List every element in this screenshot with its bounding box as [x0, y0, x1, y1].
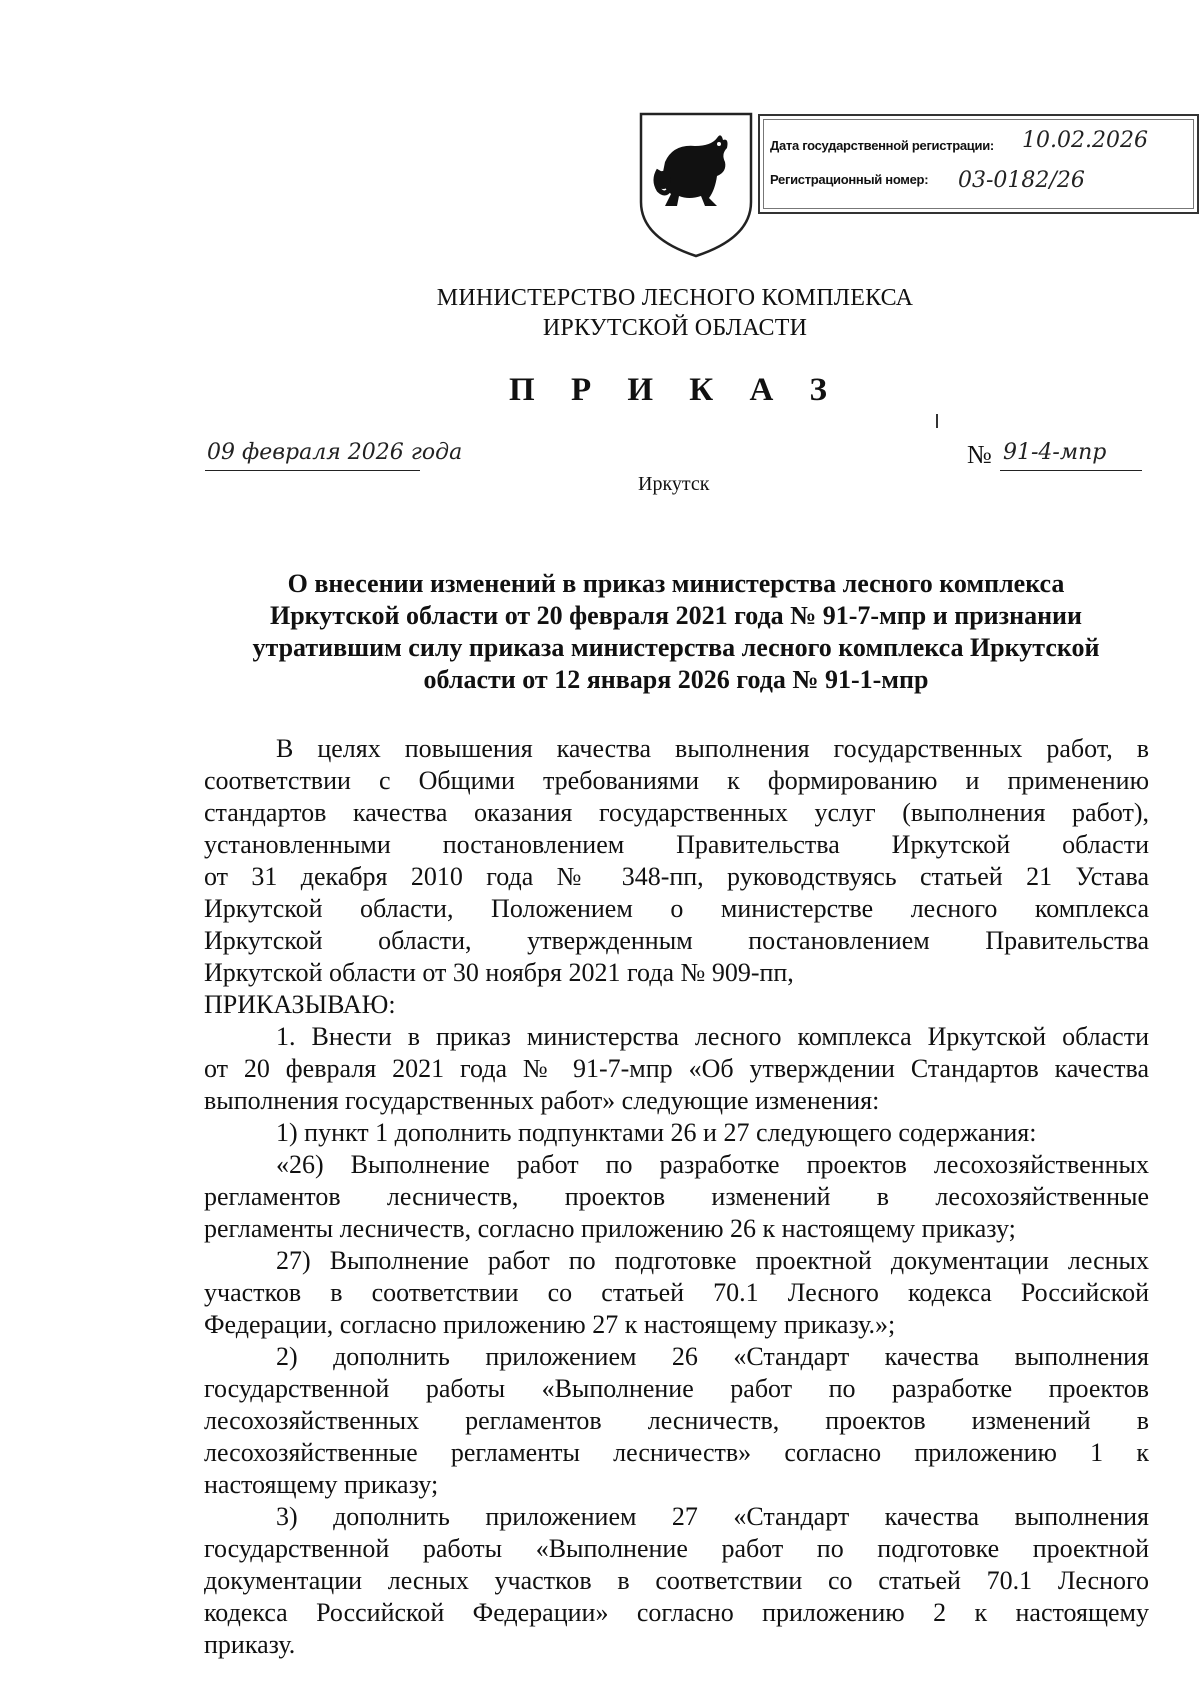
order-title-line: области от 12 января 2026 года № 91-1-мпр — [423, 665, 929, 694]
body-line: лесохозяйственных регламентов лесничеств, проектов изменений в — [204, 1406, 1149, 1435]
body-line: 2) дополнить приложением 26 «Стандарт качества выполнения — [276, 1342, 1149, 1371]
body-line: соответствии с Общими требованиями к формированию и применению — [204, 766, 1149, 795]
ministry-name-line2: ИРКУТСКОЙ ОБЛАСТИ — [542, 315, 808, 341]
order-title — [202, 568, 1150, 696]
body-line: приказу. — [204, 1630, 296, 1659]
body-line: 1) пункт 1 дополнить подпунктами 26 и 27 следующего содержания: — [276, 1118, 1037, 1147]
body-line: выполнения государственных работ» следующие изменения: — [204, 1086, 880, 1115]
registration-date-value: 10.02.2026 — [1022, 128, 1148, 153]
body-line: Федерации, согласно приложению 27 к настоящему приказу.»; — [204, 1310, 896, 1339]
order-title-line: Иркутской области от 20 февраля 2021 года № 91-7-мпр и признании — [269, 601, 1083, 630]
order-body — [204, 733, 1149, 1661]
body-line: стандартов качества оказания государственных услуг (выполнения работ), — [204, 798, 1149, 827]
city-name: Иркутск — [638, 473, 710, 495]
body-line: В целях повышения качества выполнения государственных работ, в — [276, 734, 1149, 763]
body-line: государственной работы «Выполнение работ по разработке проектов — [204, 1374, 1149, 1403]
coat-of-arms-icon — [637, 110, 755, 260]
body-line: Иркутской области, Положением о министерстве лесного комплекса — [204, 894, 1149, 923]
order-title-line: утратившим силу приказа министерства лесного комплекса Иркутской — [252, 633, 1100, 662]
body-line: 1. Внести в приказ министерства лесного комплекса Иркутской области — [276, 1022, 1149, 1051]
body-line: ПРИКАЗЫВАЮ: — [204, 990, 396, 1019]
body-line: кодекса Российской Федерации» согласно приложению 2 к настоящему — [204, 1598, 1149, 1627]
document-type-heading: П Р И К А З — [509, 372, 841, 408]
body-line: настоящему приказу; — [204, 1470, 439, 1499]
body-line: 27) Выполнение работ по подготовке проектной документации лесных — [276, 1246, 1149, 1275]
body-line: документации лесных участков в соответствии со статьей 70.1 Лесного — [204, 1566, 1149, 1595]
body-line: установленными постановлением Правительства Иркутской области — [204, 830, 1149, 859]
ministry-name-line1: МИНИСТЕРСТВО ЛЕСНОГО КОМПЛЕКСА — [436, 285, 914, 311]
body-line: регламентов лесничеств, проектов изменений в лесохозяйственные — [204, 1182, 1149, 1211]
body-line: «26) Выполнение работ по разработке проектов лесохозяйственных — [276, 1150, 1149, 1179]
body-line: участков в соответствии со статьей 70.1 Лесного кодекса Российской — [204, 1278, 1149, 1307]
body-line: от 20 февраля 2021 года № 91-7-мпр «Об утверждении Стандартов качества — [204, 1054, 1149, 1083]
body-line: от 31 декабря 2010 года № 348-пп, руководствуясь статьей 21 Устава — [204, 862, 1149, 891]
body-line: регламенты лесничеств, согласно приложению 26 к настоящему приказу; — [204, 1214, 1016, 1243]
order-date: 09 февраля 2026 года — [207, 440, 463, 465]
body-line: 3) дополнить приложением 27 «Стандарт качества выполнения — [276, 1502, 1149, 1531]
order-number: 91-4-мпр — [1003, 440, 1107, 465]
order-title-line: О внесении изменений в приказ министерства лесного комплекса — [287, 569, 1065, 598]
body-line: Иркутской области, утвержденным постановлением Правительства — [204, 926, 1149, 955]
registration-stamp — [758, 114, 1199, 214]
scan-mark — [936, 414, 938, 428]
body-line: государственной работы «Выполнение работ по подготовке проектной — [204, 1534, 1149, 1563]
registration-date-label: Дата государственной регистрации: — [770, 138, 994, 153]
body-line: Иркутской области от 30 ноября 2021 года № 909-пп, — [204, 958, 794, 987]
registration-number-value: 03-0182/26 — [958, 168, 1085, 193]
body-line: лесохозяйственные регламенты лесничеств» согласно приложению 1 к — [204, 1438, 1149, 1467]
registration-number-label: Регистрационный номер: — [770, 172, 929, 187]
number-sign: № — [967, 440, 992, 469]
